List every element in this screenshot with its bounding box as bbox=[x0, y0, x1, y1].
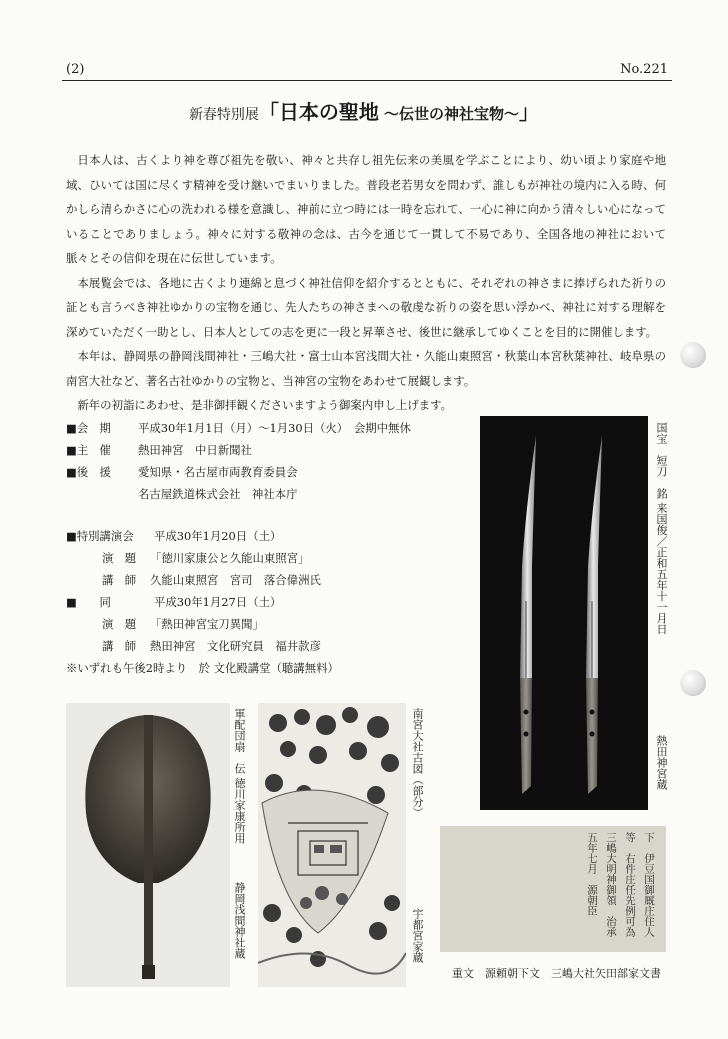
header-rule bbox=[62, 80, 672, 81]
lecture-2-date: 平成30年1月27日（土） bbox=[154, 595, 282, 609]
title-prefix: 新春特別展 bbox=[188, 107, 259, 123]
host-label: ■主 催 bbox=[66, 443, 111, 457]
sword-caption: 国宝 短刀 銘 来国俊／正和五年十一月日 bbox=[655, 422, 668, 635]
fan-owner: 静岡浅間神社蔵 bbox=[233, 882, 246, 959]
lecture-1-speaker: 久能山東照宮 宮司 落合偉洲氏 bbox=[150, 573, 321, 587]
lecture-2-speaker-label: 講 師 bbox=[102, 639, 137, 653]
binder-hole-icon bbox=[680, 342, 706, 368]
support-value-2: 名古屋鉄道株式会社 神社本庁 bbox=[138, 487, 298, 501]
document-photo bbox=[440, 826, 666, 952]
title-main: 日本の聖地 bbox=[278, 100, 379, 124]
lecture-2-topic: 「熱田神宮宝刀異聞」 bbox=[150, 617, 264, 631]
lecture-1-topic: 「徳川家康公と久能山東照宮」 bbox=[150, 551, 310, 565]
document-inscription: 下 伊豆国御厩庄住人等 右件庄任先例可為三嶋大明神御領 治承五年七月 源朝臣 bbox=[586, 832, 655, 937]
paragraph-4: 新年の初詣にあわせ、是非御拝観くださいますよう御案内申し上げます。 bbox=[77, 398, 453, 412]
fan-caption: 軍配団扇 伝 徳川家康所用 bbox=[233, 708, 246, 844]
host-value: 熱田神宮 中日新聞社 bbox=[138, 443, 252, 457]
shrine-map-image bbox=[258, 703, 406, 987]
intro-text bbox=[66, 148, 666, 418]
exhibition-title bbox=[0, 96, 728, 125]
map-owner: 宇都宮家蔵 bbox=[411, 908, 424, 963]
sword-owner: 熱田神宮蔵 bbox=[655, 735, 668, 790]
lecture-2-topic-label: 演 題 bbox=[102, 617, 137, 631]
paragraph-3: 本年は、静岡県の静岡浅間神社・三嶋大社・富士山本宮浅間大社・久能山東照宮・秋葉山本宮秋葉神社、岐阜県の南宮大社など、著名古社ゆかりの宝物と、当神宮の宝物をあわせて展観します。 bbox=[66, 349, 666, 388]
page-number: (2) bbox=[66, 62, 85, 77]
gunbai-fan-image bbox=[66, 703, 230, 987]
binder-hole-icon bbox=[680, 670, 706, 696]
paragraph-1: 日本人は、古くより神を尊び祖先を敬い、神々と共存し祖先伝来の美風を学ぶことにより、幼い頃より家庭や地域、ひいては国に尽くす精神を受け継いでまいりました。普段老若男女を問わず、誰しもが神社の境内に入る時、何かしら清らかさに心の洗われる様を意識し、神前に立つ時には一時を忘れて、一心に神に向かう清々しい心になっていることでありましょう。神々に対する敬神の念は、古今を通じて一貫して不易であり、全国各地の神社において脈々とその信仰を現在に伝世しています。 bbox=[66, 153, 666, 265]
war-fan-photo bbox=[66, 703, 230, 987]
lecture-1-speaker-label: 講 師 bbox=[102, 573, 137, 587]
title-sub: 〜伝世の神社宝物〜 bbox=[384, 105, 520, 123]
lecture-2-label: ■ 同 bbox=[66, 595, 111, 609]
period-value: 平成30年1月1日（月）〜1月30日（火） 会期中無休 bbox=[138, 421, 411, 435]
support-value-1: 愛知県・名古屋市両教育委員会 bbox=[138, 465, 298, 479]
title-open-bracket: 「 bbox=[258, 100, 279, 124]
issue-number: No.221 bbox=[620, 62, 668, 77]
lecture-2-speaker: 熱田神宮 文化研究員 福井款彦 bbox=[150, 639, 321, 653]
paragraph-2: 本展覧会では、各地に古くより連綿と息づく神社信仰を紹介するとともに、それぞれの神さまに捧げられた祈りの証とも言うべき神社ゆかりの宝物を通じ、先人たちの神さまへの敬虔な祈りの姿を思い浮かべ、神社に対する理解を深めていただく一助とし、日本人としての志を更に一段と昇華させ、後世に継承してゆくことを目的に開催します。 bbox=[66, 275, 666, 339]
shrine-map-photo bbox=[258, 703, 406, 987]
support-label: ■後 援 bbox=[66, 465, 111, 479]
sword-photo bbox=[480, 416, 648, 810]
lecture-note: ※いずれも午後2時より 於 文化殿講堂（聴講無料） bbox=[66, 661, 339, 675]
map-caption: 南宮大社古図（部分） bbox=[411, 708, 424, 818]
document-caption: 重文 源頼朝下文 三嶋大社矢田部家文書 bbox=[452, 967, 661, 980]
period-label: ■会 期 bbox=[66, 421, 111, 435]
title-close-bracket: 」 bbox=[519, 100, 540, 124]
lecture-1-topic-label: 演 題 bbox=[102, 551, 137, 565]
tanto-sword-image bbox=[480, 416, 648, 810]
lecture-label: ■特別講演会 bbox=[66, 529, 134, 543]
lecture-1-date: 平成30年1月20日（土） bbox=[154, 529, 282, 543]
